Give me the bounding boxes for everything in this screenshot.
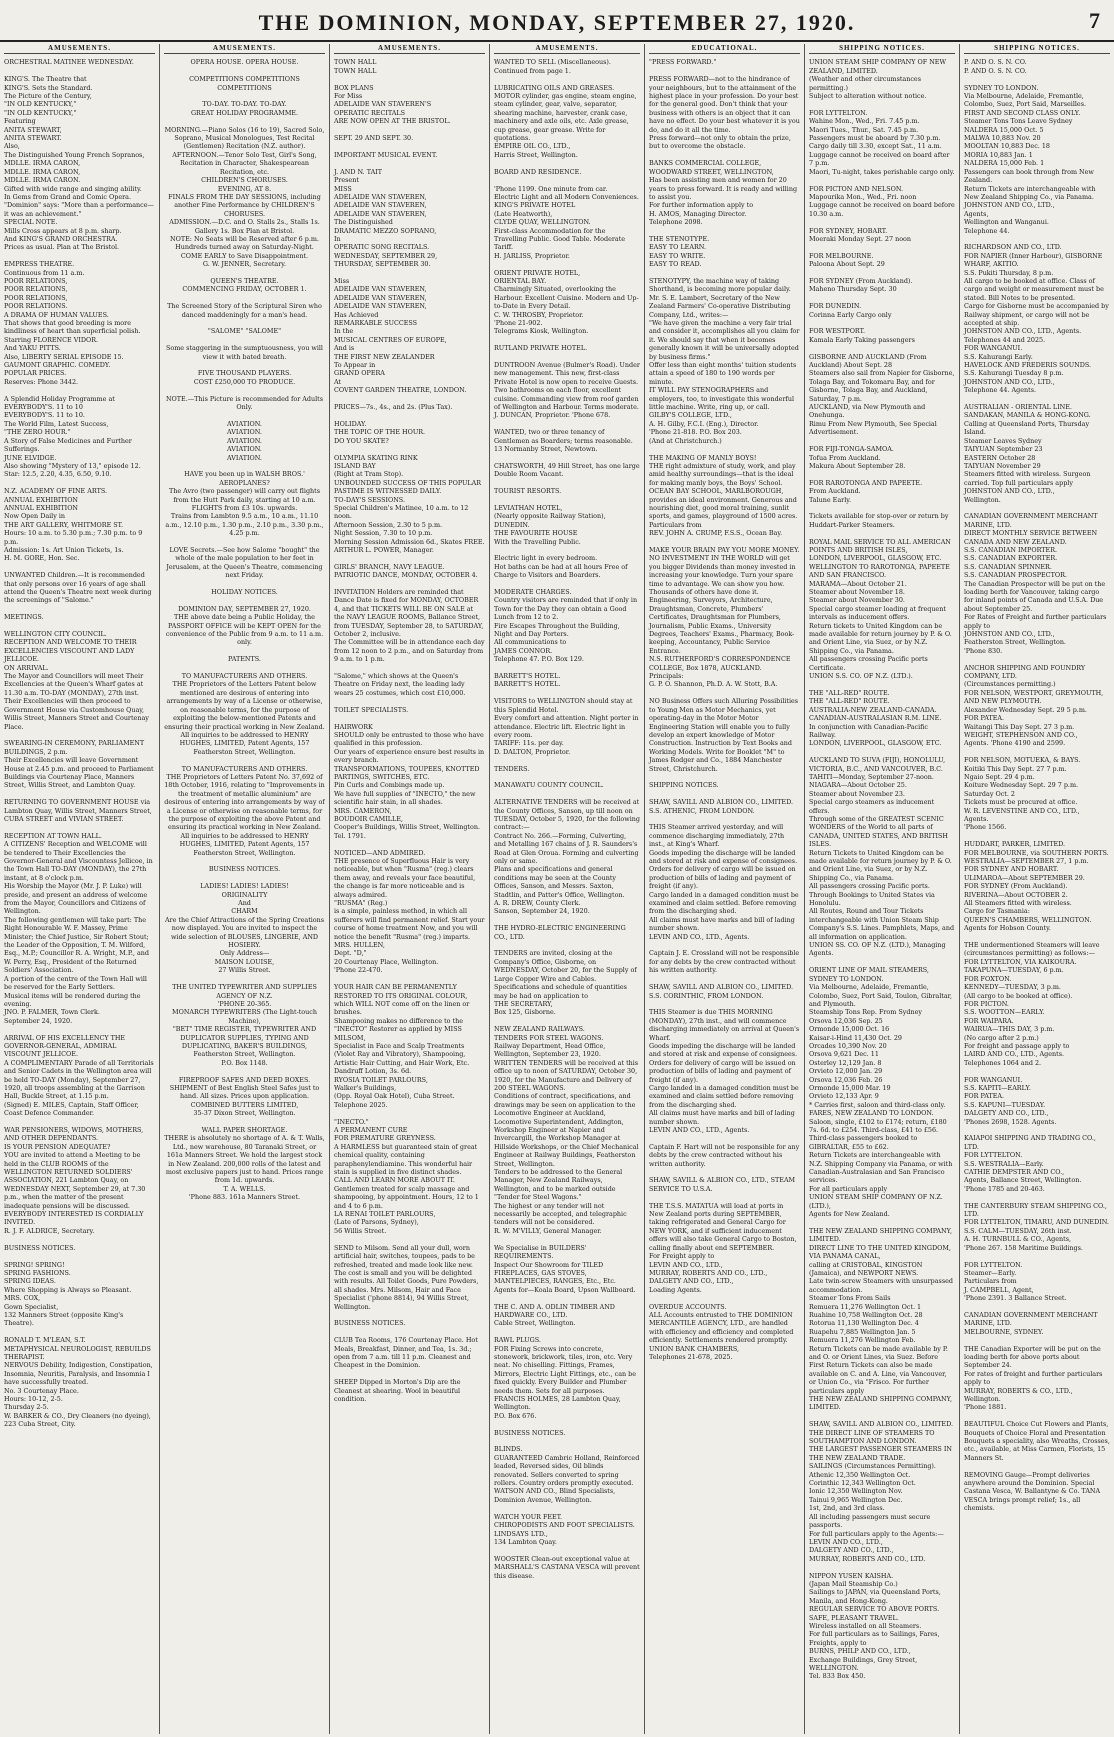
column-2 (160, 44, 330, 1734)
column-4 (490, 44, 645, 1734)
column-heading: AMUSEMENTS. (4, 44, 155, 54)
column-heading: SHIPPING NOTICES. (964, 44, 1110, 54)
column-heading: EDUCATIONAL. (649, 44, 800, 54)
column-text: WANTED TO SELL (Miscellaneous). Continued from page 1. LUBRICATING OILS AND GREASES. MOTOR cylinder, gas engine, steam engine, steam cylinder, gear, valve, separator, shearing machine, harvester, crank case, machinery and axle oils, etc. Axle grease, cup grease, gear grease. Write for quotations. EMPIRE OIL CO., LTD., Harris Street, Wellington. BOARD AND RESIDENCE. 'Phone 1199. One minute from car. Electric Light and all Modern Conveniences. KING'S PRIVATE HOTEL (Late Heatworth), CLYDE QUAY, WELLINGTON. First-class Accommodation for the Travelling Public. Good Table. Moderate Tariff. H. JARLISS, Proprietor. ORIENT PRIVATE HOTEL, ORIENTAL BAY. Charmingly Situated, overlooking the Harbour. Excellent Cuisine. Modern and Up-to-Date in Every Detail. C. W. THROSBY, Proprietor. 'Phone 21-902. Telegrams Kiosk, Wellington. RUTLAND PRIVATE HOTEL. DUNTROON Avenue (Bulmer's Road). Under new management. This new, first-class Private Hotel is now open to receive Guests. Two bathrooms on each floor, excellent cuisine. Commanding view from roof garden of Wellington and Harbour. Terms moderate. J. DUNCAN, Proprietor. 'Phone 678. WANTED, two or three tenancy of Gentlemen as Boarders; terms reasonable. 13 Normanby Street, Newtown. CHATSWORTH, 49 Hill Street, has one large Double Room Vacant. TOURIST RESORTS. LEVIATHAN HOTEL, (Nearly opposite Railway Station), DUNEDIN. THE FAVOURITE HOUSE With the Travelling Public. Electric light in every bedroom. Hot baths can be had at all hours Free of Charge to Visitors and Boarders. MODERATE CHARGES. Country visitors are reminded that if only in Town for the Day they can obtain a Good Lunch from 12 to 2. Fire Escapes Throughout the Building, Night and Day Porters. All communications to JAMES CONNOR. Telephone 47. P.O. Box 129. BARRETT'S HOTEL. BARRETT'S HOTEL. VISITORS to WELLINGTON should stay at this Splendid Hotel. Every comfort and attention. Night porter in attendance. Electric lift. Electric light in every room. TARIFF: 11s. per day. D. DALTON, Proprietor. TENDERS. MANAWATU COUNTY COUNCIL. ALTERNATIVE TENDERS will be received at the County Offices, Sanson, up till noon on TUESDAY, October 5, 1920, for the following contract:— Contract No. 266.—Forming, Culverting, and Metalling 167 chains of J. R. Saunders's Road at Glen Oroua. Forming and culverting only or same. Plans and specifications and general conditions may be seen at the County Offices, Sanson, and Messrs. Saxton, Stadtlin, and Patter's Office, Wellington. A. R. DREW, County Clerk. Sanson, September 24, 1920. THE HYDRO-ELECTRIC ENGINEERING CO., LTD. TENDERS are invited, closing at the Company's Office, Gisborne, on WEDNESDAY, October 20, for the Supply of Large Copper Wire and Cables. Specifications and schedule of quantities may be had on application to THE SECRETARY, Box 125, Gisborne. NEW ZEALAND RAILWAYS. TENDERS FOR STEEL WAGONS. Railway Department, Head Office, Wellington, September 23, 1920. WRITTEN TENDERS will be received at this office up to noon of SATURDAY, October 30, 1920, for the Manufacture and Delivery of 200 STEEL WAGONS. Conditions of contract, specifications, and drawings may be seen on application to the Locomotive Engineer at Auckland, Locomotive Superintendent, Addington, Workshop Engineer at Napier and Invercargill, the Workshop Manager at Hillside Workshops, or the Chief Mechanical Engineer at Railway Buildings, Featherston Street, Wellington. Tenders to be addressed to the General Manager, New Zealand Railways, Wellington, and to be marked outside "Tender for Steel Wagons." The highest or any tender will not necessarily be accepted, and telegraphic tenders will not be considered. R. W. M'VILLY, General Manager. We Specialise in BUILDERS' REQUIREMENTS. Inspect Our Showroom for TILED FIREPLACES, GAS STOVES, MANTELPIECES, RANGES, Etc., Etc. Agents for—Koala Board, Upson Wallboard. THE C. AND A. ODLIN TIMBER AND HARDWARE CO., LTD. Cable Street, Wellington. RAWL PLUGS. FOR Fixing Screws into concrete, stonework, brickwork, tiles, iron, etc. Very neat. No chiselling. Fittings, Frames, Mirrors, Electric Light Fittings, etc., can be fixed quickly. Every Builder and Plumber needs them. Sets for all purposes. FRANCIS HOLMES, 28 Lambton Quay, Wellington. P.O. Box 676. BUSINESS NOTICES. BLINDS. GUARANTEED Cambric Holland, Reinforced leaded, Reversed sides, Oil blinds renovated. Sellers converted to spring rollers. Country orders promptly executed. WATSON AND CO., Blind Specialists, Dominion Avenue, Wellington. WATCH YOUR FEET. CHIROPODISTS AND FOOT SPECIALISTS. LINDSAYS LTD., 134 Lambton Quay. WOOSTER Clean-out exceptional value at MARSHALL'S CASTANA VESCA will prevent this disease. (494, 58, 640, 1580)
column-text: UNION STEAM SHIP COMPANY OF NEW ZEALAND, LIMITED. (Weather and other circumstances permitting.) Subject to alteration without notice. FOR LYTTELTON. Wahine Mon., Wed., Fri. 7.45 p.m. Maori Tues., Thur., Sat. 7.45 p.m. Passengers must be aboard by 7.30 p.m. Cargo daily till 3.30, except Sat., 11 a.m. Luggage cannot be received on board after 7 p.m. Maori, Tu-night, takes perishable cargo only. FOR PICTON AND NELSON. Mapourika Mon., Wed., Fri. noon Luggage cannot be received on board before 10.30 a.m. FOR SYDNEY, HOBART. Moeraki Monday Sept. 27 noon FOR MELBOURNE. Paloona About Sept. 29 FOR SYDNEY (From Auckland). Maheno Thursday Sept. 30 FOR DUNEDIN. Corinna Early Cargo only FOR WESTPORT. Kamala Early Taking passengers GISBORNE AND AUCKLAND (From Auckland) About Sept. 28 Steamers also sail from Napier for Gisborne, Tolaga Bay, and Tokomaru Bay, and for Gisborne, Tolaga Bay, and Auckland, Saturday, 7 p.m. AUCKLAND, via New Plymouth and Onehunga. Rimu From New Plymouth, See Special Advertisement. FOR FIJI-TONGA-SAMOA. Tofua From Auckland. Makura About September 28. FOR RAROTONGA AND PAPEETE. From Auckland. Talune Early. Tickets available for stop-over or return by Huddart-Parker Steamers. ROYAL MAIL SERVICE TO ALL AMERICAN POINTS AND BRITISH ISLES, LONDON, LIVERPOOL, GLASGOW, ETC. WELLINGTON TO RAROTONGA, PAPEETE AND SAN FRANCISCO. MARAMA—About October 21. Steamer about November 18. Steamer about November 30. Special cargo steamer loading at frequent intervals as inducement offers. Return tickets to United Kingdom can be made available for return journey by P. & O. and Orient Line, via Suez, or by N.Z. Shipping Co., via Panama. All passengers crossing Pacific ports Certificate. UNION S.S. CO. OF N.Z. (LTD.). THE "ALL-RED" ROUTE. THE "ALL-RED" ROUTE. AUSTRALIA-NEW ZEALAND-CANADA. CANADIAN-AUSTRALASIAN R.M. LINE. In conjunction with Canadian-Pacific Railway. LONDON, LIVERPOOL, GLASGOW, ETC. AUCKLAND TO SUVA (FIJI), HONOLULU, VICTORIA, B.C., AND VANCOUVER, B.C. TAHITI—Monday, September 27-noon. NIAGARA—About October 25. Steamer about November 23. Special cargo steamers as inducement offers. Through some of the GREATEST SCENIC WONDERS of the World to all parts of CANADA, UNITED STATES, AND BRITISH ISLES. Return Tickets to United Kingdom can be made available for return journey by P. & O. and Orient Line, via Suez, or by N.Z. Shipping Co., via Panama. All passengers crossing Pacific ports. Through Bookings to United States via Honolulu. All Routes, Round and Tour Tickets interchangeable with Union Steam Ship Company's S.S. Lines. Pamphlets, Maps, and all information on application. UNION SS. CO. OF N.Z. (LTD.), Managing Agents. ORIENT LINE OF MAIL STEAMERS, SYDNEY TO LONDON. Via Melbourne, Adelaide, Fremantle, Colombo, Suez, Port Said, Toulon, Gibraltar, and Plymouth. Steamship Tons Rep. From Sydney Orsova 12,036 Sep. 25 Ormonde 15,000 Oct. 16 Kaisar-i-Hind 11,430 Oct. 29 Orcades 10,390 Nov. 20 Orsova 9,621 Dec. 11 Osterley 12,129 Jan. 8 Orvieto 12,000 Jan. 29 Orsova 12,036 Feb. 26 Ormonde 15,000 Mar. 19 Orvieto 12,133 Apr. 9 * Carries first, saloon and third-class only. FARES, NEW ZEALAND TO LONDON. Saloon, single, £102 to £174; return, £180 7s. 6d. to £254. Third-class, £41 to £56. Third-class passengers booked to GIBRALTAR, £55 to £62. Return Tickets are interchangeable with N.Z. Shipping Company via Panama, or with Canadian-Australasian and San Francisco services. For all particulars apply UNION STEAM SHIP COMPANY OF N.Z. (LTD.), Agents for New Zealand. THE NEW ZEALAND SHIPPING COMPANY, LIMITED. DIRECT LINE TO THE UNITED KINGDOM, VIA PANAMA CANAL, calling at CRISTOBAL, KINGSTON (Jamaica), and NEWPORT NEWS. Late twin-screw Steamers with unsurpassed accommodation. Steamer Tons From Sails Remuera 11,276 Wellington Oct. 1 Ruahine 10,758 Wellington Oct. 28 Rotorua 11,130 Wellington Dec. 4 Ruapehu 7,885 Wellington Jan. 5 Remuera 11,276 Wellington Feb. Return Tickets can be made available by P. and O. or Orient Lines, via Suez. Before First Return Tickets can also be made available on C. and A. Line, via Vancouver, or Union Co., via "Frisco. For further particulars apply THE NEW ZEALAND SHIPPING COMPANY, LIMITED. SHAW, SAVILL AND ALBION CO., LIMITED. THE DIRECT LINE OF STEAMERS TO SOUTHAMPTON AND LONDON. THE LARGEST PASSENGER STEAMERS IN THE NEW ZEALAND TRADE. SAILINGS (Circumstances Permitting). Athenic 12,350 Wellington Oct. Corinthic 12,343 Wellington Oct. Ionic 12,350 Wellington Nov. Tainui 9,965 Wellington Dec. 1st, 2nd, and 3rd class. All including passengers must secure passports. For full particulars apply to the Agents:— LEVIN AND CO., LTD., DALGETY AND CO., LTD., MURRAY, ROBERTS AND CO., LTD. NIPPON YUSEN KAISHA. (Japan Mail Steamship Co.) Sailings to JAPAN, via Queensland Ports, Manila, and Hong-Kong. REGULAR SERVICE TO ABOVE PORTS. SAFE, PLEASANT TRAVEL. Wireless installed on all Steamers. For full particulars as to Sailings, Fares, Freights, apply to BURNS, PHILP AND CO., LTD., Exchange Buildings, Grey Street, WELLINGTON. Tel. 833 Box 450. (809, 58, 955, 1681)
column-7 (960, 44, 1114, 1734)
masthead (0, 0, 1114, 42)
column-text: "PRESS FORWARD." PRESS FORWARD—not to the hindrance of your neighbours, but to the attainment of the highest place in your profession. Do your best for the general good. Don't think that your business with others is an object that it can have no effect. Do your best whatever it is you do, and do it all the time. Press forward—not only to obtain the prize, but to overcome the obstacle. BANKS COMMERCIAL COLLEGE, WOODWARD STREET, WELLINGTON, Has been assisting men and women for 20 years to press forward. It is ready and willing to assist you. For further information apply to H. AMOS, Managing Director. Telephone 2098. THE STENOTYPE. EASY TO LEARN. EASY TO WRITE. EASY TO READ. STENOTYPY, the machine way of taking Shorthand, is becoming more popular daily. Mr. S. E. Lambert, Secretary of the New Zealand Farmers' Co-operative Distributing Company, Ltd., writes:— "We have given the machine a very fair trial and consider it, accomplishes all you claim for it. We should say that when it becomes generally known it will be universally adopted by business firms." Offer less than eight months' tuition students attain a speed of 180 to 190 words per minute. IT WILL PAY STENOGRAPHERS and employers, too, to investigate this wonderful little machine. Write, ring up, or call. GILBY'S COLLEGE, LTD., A. H. Gilby, F.C.I. (Eng.), Director. 'Phone 21-818. P.O. Box 203. (And at Christchurch.) THE MAKING OF MANLY BOYS! THE right admixture of study, work, and play amid healthy surroundings—that is the ideal for making manly boys, the Boys' School. OCEAN BAY SCHOOL, MARLBOROUGH, provides an ideal environment. Generous and nourishing diet, good moral training, sunlit sports, and games, playground of 1500 acres. Particulars from REV. JOHN A. CRUMP, F.S.S., Ocean Bay. MAKE YOUR BRAIN PAY YOU MORE MONEY. NO INVESTMENT IN THE WORLD will get you bigger Dividends than money invested in increasing your knowledge. Turn your spare time to advantage. We can show you how. Thousands of others have done it. Engineering, Surveyors, Architecture, Draughtsman, Concrete, Plumbers' Certificates, Draughtsman for Plumbers, Journalism, Public Exams., University Degrees, Teachers' Exams., Pharmacy, Book-keeping, Accountancy, Public Service Entrance. N.S. RUTHERFORD'S CORRESPONDENCE COLLEGE, Box 1878, AUCKLAND. Principals: G. P. O. Shannon, Ph.D. A. W. Stott, B.A. NO Business Offers such Alluring Possibilities to Young Men as Motor Mechanics, yet operating-day in the Motor Motor Engineering Station will enable you to fully develop an expert knowledge of Motor Construction. Instruction by Text Books and Working Models. Write for Booklet "M" to James Rodger and Co., 1884 Manchester Street, Christchurch. SHIPPING NOTICES. SHAW, SAVILL AND ALBION CO., LIMITED. S.S. ATHENIC, FROM LONDON. THIS Steamer arrived yesterday, and will commence discharging immediately, 27th inst., at King's Wharf. Goods impeding the discharge will be landed and stored at risk and expense of consignees. Orders for delivery of cargo will be issued on production of bills of lading and payment of freight (if any). Cargo landed in a damaged condition must be examined and claim settled. Before removing from the discharging shed. All claims must have marks and bill of lading number shown. LEVIN AND CO., LTD., Agents. Captain J. E. Crossland will not be responsible for any debts by the crew contracted without his written authority. SHAW, SAVILL AND ALBION CO., LIMITED. S.S. CORINTHIC, FROM LONDON. THIS Steamer is due THIS MORNING (MONDAY), 27th inst., and will commence discharging immediately on arrival at Queen's Wharf. Goods impeding the discharge will be landed and stored at risk and expense of consignees. Orders for delivery of cargo will be issued on production of bills of lading and payment of freight (if any). Cargo landed in a damaged condition must be examined and claim settled before removing from the discharging shed. All claims must have marks and bill of lading number shown. LEVIN AND CO., LTD., Agents. Captain F. Hart will not be responsible for any debts by the crew contracted without his written authority. SHAW, SAVILL & ALBION CO., LTD., STEAM SERVICE TO U.S.A. THE T.S.S. MATATUA will load at ports in New Zealand ports during SEPTEMBER, taking refrigerated and General Cargo for NEW YORK, and if sufficient inducement offers will also take General Cargo to Boston, calling finally about end SEPTEMBER. For Freight apply to LEVIN AND CO., LTD., MURRAY, ROBERTS AND CO., LTD., DALGETY AND CO., LTD., Loading Agents. OVERDUE ACCOUNTS. ALL Accounts entrusted to THE DOMINION MERCANTILE AGENCY, LTD., are handled with efficiency and efficiency and completed efficiently. Settlements rendered promptly. UNION BANK CHAMBERS, Telephones 21-678, 2025. (649, 58, 800, 1361)
column-text: P. AND O. S. N. CO. P. AND O. S. N. CO. SYDNEY TO LONDON. Via Melbourne, Adelaide, Fremantle, Colombo, Suez, Port Said, Marseilles. FIRST AND SECOND CLASS ONLY. Steamer Tons Tons Leave Sydney NALDERA 15,000 Oct. 5 MALWA 10,883 Nov. 20 MOOLTAN 10,883 Dec. 18 MORIA 10,883 Jan. 1 NALDERA 15,000 Feb. 1 Passengers can book through from New Zealand. Return Tickets are interchangeable with New Zealand Shipping Co., via Panama. JOHNSTON AND CO., LTD., Agents, Wellington and Wanganui. Telephone 44. RICHARDSON AND CO., LTD. FOR NAPIER (Inner Harbour), GISBORNE WHARF, AKITIO. S.S. Pukiti Thursday, 8 p.m. All cargo to be booked at office. Class of cargo and weight or measurement must be stated. Bill Notes to be presented. Cargo for Gisborne must be accompanied by Railway shipment, or cargo will not be accepted at ship. JOHNSTON AND CO., LTD., Agents. Telephones 44 and 2025. FOR WANGANUI. S.S. Kahurangi Early. HAVELOCK AND FREDERIS SOUNDS. S.S. Kahurangi Tuesday 8 p.m. JOHNSTON AND CO., LTD., Telephone 44. Agents. AUSTRALIAN - ORIENTAL LINE. SANDAKAN, MANILA & HONG-KONG. Calling at Queensland Ports, Thursday Island. Steamer Leaves Sydney TAIYUAN September 23 EASTERN October 28 TAIYUAN November 29 Steamers fitted with wireless. Surgeon carried. Top full particulars apply JOHNSTON AND CO., LTD., Wellington. CANADIAN GOVERNMENT MERCHANT MARINE, LTD. DIRECT MONTHLY SERVICE BETWEEN CANADA AND NEW ZEALAND. S.S. CANADIAN IMPORTER. S.S. CANADIAN EXPORTER. S.S. CANADIAN SPINNER. S.S. CANADIAN PROSPECTOR. The Canadian Prospector will be put on the loading berth for Vancouver, taking cargo for inland points of Canada and U.S.A. Due about September 25. For Rates of Freight and further particulars apply to JOHNSTON AND CO., LTD., Featherston Street, Wellington. 'Phone 830. ANCHOR SHIPPING AND FOUNDRY COMPANY, LTD. (Circumstances permitting.) FOR NELSON, WESTPORT, GREYMOUTH, AND NEW PLYMOUTH. Alexander Wednesday Sept. 29 5 p.m. FOR PATEA. Waitangi This Day Sept. 27 3 p.m. WEIGHT, STEPHENSON AND CO., Agents. 'Phone 4190 and 2599. FOR NELSON, MOTUEKA, & BAYS. Koitiki This Day Sept. 27 7 p.m. Ngaio Sept. 29 4 p.m. Koiture Wednesday Sept. 29 7 p.m. Saturday Oct. 2 Tickets must be procured at office. W. R. LEVENSTINE AND CO., LTD., Agents. 'Phone 1566. HUDDART, PARKER, LIMITED. FOR MELBOURNE, via SOUTHERN PORTS. WESTRALIA—SEPTEMBER 27, 1 p.m. FOR SYDNEY AND HOBART. ULIMAROA—About SEPTEMBER 29. FOR SYDNEY (From Auckland). RIVERINA—About OCTOBER 2. All Steamers fitted with wireless. Cargo for Tasmania: QUEEN'S CHAMBERS, WELLINGTON. Agents for Hobson County. THE undermentioned Steamers will leave (circumstances permitting) as follows:— FOR LYTTELTON, VIA KAIKOURA. TAKAPUNA—TUESDAY, 6 p.m. FOR FOXTON. KENNEDY—TUESDAY, 3 p.m. (All cargo to be booked at office). FOR PICTON. S.S. WOOTTON—EARLY. FOR WAIPARA. WAIRUA—THIS DAY, 3 p.m. (No cargo after 2 p.m.) For freight and passage apply to LAIRD AND CO., LTD., Agents. Telephones 1064 and 2. FOR WANGANUI. S.S. KAPITI—EARLY. FOR PATEA. S.S. KAPUNI—TUESDAY. DALGETY AND CO., LTD., 'Phones 2698, 1528. Agents. KAIAPOI SHIPPING AND TRADING CO., LTD. FOR LYTTELTON. S.S. WESTRALIA—Early. CATHIE DEMPSTER AND CO., Agents, Ballance Street, Wellington. 'Phone 1785 and 20-463. THE CANTERBURY STEAM SHIPPING CO., LTD. FOR LYTTELTON, TIMARU, AND DUNEDIN. S.S. CALM—TUESDAY, 26th inst. A. H. TURNBULL & CO., Agents, 'Phone 267. 158 Maritime Buildings. FOR LYTTELTON. Steamer—Early. Particulars from J. CAMPBELL, Agent, 'Phone 2391. 3 Ballance Street. CANADIAN GOVERNMENT MERCHANT MARINE, LTD. MELBOURNE, SYDNEY. THE Canadian Exporter will be put on the loading berth for above ports about September 24. For rates of freight and further particulars apply to MURRAY, ROBERTS & CO., LTD., Wellington. 'Phone 1881. BEAUTIFUL Choice Cut Flowers and Plants, Bouquets of Choice Floral and Presentation Bouquets a speciality, also Wreaths, Crosses, etc., available, at Miss Carmen, Florists, 15 Manners St. REMOVING Gauge—Prompt deliveries anywhere around the Dominion. Special Castana Vesca, W. Ballantyne & Co. TANA VESCA brings prompt relief; 1s., all chemists. (964, 58, 1110, 1513)
column-heading: SHIPPING NOTICES. (809, 44, 955, 54)
page-number: 7 (1089, 8, 1100, 33)
column-text: ORCHESTRAL MATINEE WEDNESDAY. KING'S. The Theatre that KING'S. Sets the Standard. The Picture of the Century, "IN OLD KENTUCKY," "IN OLD KENTUCKY," Featuring ANITA STEWART, ANITA STEWART. Also, The Distinguished Young French Sopranos, MDLLE. IRMA CARON, MDLLE. IRMA CARON, MDLLE. IRMA CARON. Gifted with wide range and singing ability. In Gems from Grand and Comic Opera. "Dominion" says: "More than a performance—it was an achievement." SPECIAL NOTE. Mills Cross appears at 8 p.m. sharp. And KING'S GRAND ORCHESTRA. Prices as usual. Plan at The Bristol. EMPRESS THEATRE. Continuous from 11 a.m. POOR RELATIONS, POOR RELATIONS, POOR RELATIONS, POOR RELATIONS. A DRAMA OF HUMAN VALUES. That shows that good breeding is more kindliness of heart than superficial polish. Starring FLORENCE VIDOR. And YAKU PITTS. Also, LIBERTY SERIAL EPISODE 15. GAUMONT GRAPHIC. COMEDY. POPULAR PRICES. Reserves: Phone 3442. A Splendid Holiday Programme at EVERYBODY'S. 11 to 10 EVERYBODY'S. 11 to 10. The World Film, Latest Success, "THE ZERO HOUR." A Story of False Medicines and Further Sufferings. JUNE ELVIDGE. Also showing "Mystery of 13," episode 12. Star: 12.5, 2.20, 4.35, 6.50, 9.10. N.Z. ACADEMY OF FINE ARTS. ANNUAL EXHIBITION ANNUAL EXHIBITION Now Open Daily in THE ART GALLERY, WHITMORE ST. Hours: 10 a.m. to 5.30 p.m.; 7.30 p.m. to 9 p.m. Admission: 1s. Art Union Tickets, 1s. H. M. GORE, Hon. Sec. UNWANTED Children.—It is recommended that only persons over 16 years of age shall attend the Queen's Theatre next week during the screenings of "Salome." MEETINGS. WELLINGTON CITY COUNCIL. RECEPTION AND WELCOME TO THEIR EXCELLENCIES VISCOUNT AND LADY JELLICOE. ON ARRIVAL. The Mayor and Councillors will meet Their Excellencies at the Queen's Wharf gates at 11.30 a.m. TO-DAY (MONDAY), 27th inst. Their Excellencies will then proceed to Government House via Customhouse Quay, Willis Street, Manners Street and Courtenay Place. SWEARING-IN CEREMONY, PARLIAMENT BUILDINGS, 2 p.m. Their Excellencies will leave Government House at 2.45 p.m. and proceed to Parliament Buildings via Courtenay Place, Manners Street, Willis Street, and Lambton Quay. RETURNING TO GOVERNMENT HOUSE via Lambton Quay, Willis Street, Manners Street, CUBA STREET and VIVIAN STREET. RECEPTION AT TOWN HALL. A CITIZENS' Reception and WELCOME will be tendered to Their Excellencies the Governor-General and Viscountess Jellicoe, in the Town Hall TO-DAY (MONDAY), the 27th instant, at 8 o'clock p.m. His Worship the Mayor (Mr. J. P. Luke) will preside, and present an address of welcome from the Mayor, Councillors and Citizens of Wellington. The following gentlemen will take part: The Right Honourable W. F. Massey, Prime Minister; the Chief Justice, Sir Robert Stout; the Leader of the Opposition, T. M. Wilford, Esq., M.P.; Councillor R. A. Wright, M.P., and W. Perry, Esq., President of the Returned Soldiers' Association. A portion of the centre of the Town Hall will be reserved for the Early Settlers. Musical items will be rendered during the evening. JNO. P. FALMER, Town Clerk. September 24, 1920. ARRIVAL OF HIS EXCELLENCY THE GOVERNOR-GENERAL, ADMIRAL VISCOUNT JELLICOE. A COMPLIMENTARY Parade of all Territorials and Senior Cadets in the Wellington area will be held TO-DAY (Monday), September 27, 1920, all troops assembling at the Garrison Hall, Buckle Street, at 1.15 p.m. (Signed) E. MILES, Captain, Staff Officer, Coast Defence Commander. WAR PENSIONERS, WIDOWS, MOTHERS, AND OTHER DEPENDANTS. IS YOUR PENSION ADEQUATE? YOU are invited to attend a Meeting to be held in the CLUB ROOMS of the WELLINGTON RETURNED SOLDIERS' ASSOCIATION, 221 Lambton Quay, on WEDNESDAY NEXT, September 29, at 7.30 p.m., when the matter of the present inadequate pensions will be discussed. EVERYBODY INTERESTED IS CORDIALLY INVITED. R. J. F. ALDRICE, Secretary. BUSINESS NOTICES. SPRING! SPRING! SPRING FASHIONS. SPRING IDEAS. Where Shopping is Always so Pleasant. MRS. COX, Gown Specialist, 132 Manners Street (opposite King's Theatre). RONALD T. M'LEAN, S.T. METAPHYSICAL NEUROLOGIST, REBUILDS THERAPIST. NERVOUS Debility, Indigestion, Constipation, Insomnia, Neuritis, Paralysis, and Insomnia I have successfully treated. No. 3 Courtenay Place. Hours: 10-12, 2-5. Thursday 2-5. W. BARKER & CO., Dry Cleaners (no dyeing), 223 Cuba Street, City. (4, 58, 154, 1429)
newspaper-title: THE DOMINION, MONDAY, SEPTEMBER 27, 1920. (258, 10, 856, 35)
column-text: TOWN HALL TOWN HALL BOX PLANS For Miss ADELAIDE VAN STAVEREN'S OPERATIC RECITALS ARE NOW OPEN AT THE BRISTOL. SEPT. 29 AND SEPT. 30. IMPORTANT MUSICAL EVENT. J. AND N. TAIT Present MISS ADELAIDE VAN STAVEREN, ADELAIDE VAN STAVEREN, ADELAIDE VAN STAVEREN, The Distinguished DRAMATIC MEZZO SOPRANO, In OPERATIC SONG RECITALS. WEDNESDAY, SEPTEMBER 29, THURSDAY, SEPTEMBER 30. Miss ADELAIDE VAN STAVEREN, ADELAIDE VAN STAVEREN, ADELAIDE VAN STAVEREN, Has Achieved REMARKABLE SUCCESS In the MUSICAL CENTRES OF EUROPE, And is THE FIRST NEW ZEALANDER To Appear in GRAND OPERA At COVENT GARDEN THEATRE, LONDON. PRICES—7s., 4s., and 2s. (Plus Tax). HOLIDAY. THE TOPIC OF THE HOUR. DO YOU SKATE? OLYMPIA SKATING RINK ISLAND BAY (Right at Tram Stop). UNBOUNDED SUCCESS OF THIS POPULAR PASTIME IS WITNESSED DAILY. TO-DAY'S SESSIONS. Special Children's Matinee, 10 a.m. to 12 noon. Afternoon Session, 2.30 to 5 p.m. Night Session, 7.30 to 10 p.m. Morning Session Admission 6d., Skates FREE. ARTHUR L. POWER, Manager. GIRLS' BRANCH, NAVY LEAGUE. PATRIOTIC DANCE, MONDAY, OCTOBER 4. INVITATION Holders are reminded that Dance Date is fixed for MONDAY, OCTOBER 4, and that TICKETS WILL BE ON SALE at the NAVY LEAGUE ROOMS, Ballance Street, from TUESDAY, September 28, to SATURDAY, October 2, inclusive. The Committee will be in attendance each day from 12 noon to 2 p.m., and on Saturday from 9 a.m. to 1 p.m. "Salome," which shows at the Queen's Theatre on Friday next, the leading lady wears 25 costumes, which cost £10,000. TOILET SPECIALISTS. HAIRWORK SHOULD only be entrusted to those who have qualified in this profession. Our years of experience ensure best results in every branch. TRANSFORMATIONS, TOUPEES, KNOTTED PARTINGS, SWITCHES, ETC. Pin Curls and Combings made up. We have full supplies of "INECTO," the new scientific hair stain, in all shades. MRS. CAMERON, BOUDOIR CAMILLE, Cooper's Buildings, Willis Street, Wellington. Tel. 1791. NOTICED—AND ADMIRED. THE presence of Superfluous Hair is very noticeable, but when "Rusma" (reg.) clears them away, and reveals your face beautiful, the change is far more noticeable and is always admired. "RUSMA" (Reg.) is a simple, painless method, in which all sufferers will find permanent relief. Start your course of home treatment Now, and you will notice the benefit "Rusma" (reg.) imparts. MRS. HULLEN, Dept. "D," 20 Courtenay Place, Wellington. 'Phone 22-470. YOUR HAIR CAN BE PERMANENTLY RESTORED TO ITS ORIGINAL COLOUR, which WILL NOT come off on the linen or brushes. Shampooing makes no difference to the "INECTO" Restorer as applied by MISS MILSOM, Specialist in Face and Scalp Treatments (Violet Ray and Vibratory), Shampooing, Artistic Hair Cutting, and Hair Work, Etc. Dandruff Lotion, 3s. 6d. RYOSIA TOILET PARLOURS, Walker's Buildings, (Opp. Royal Oak Hotel), Cuba Street. Telephone 2025. "INECTO." A PERMANENT CURE FOR PREMATURE GREYNESS. A HARMLESS but guaranteed stain of great chemical quality, containing paraphenylendiamine. This wonderful hair stain is supplied in five distinct shades. CALL AND LEARN MORE ABOUT IT. Gentlemen treated for scalp massage and shampooing, by appointment. Hours, 12 to 1 and 4 to 6 p.m. LA RENAI TOILET PARLOURS, (Late of Parsons, Sydney), 56 Willis Street. SEND to Milsom. Send all your dull, worn artificial hair, switches, toupees, pads to be refreshed, treated and made look like new. The cost is small and you will be delighted with results. All Toilet Goods, Pure Powders, all shades. Mrs. Milsom, Hair and Face Specialist ('phone 8814), 94 Willis Street, Wellington. BUSINESS NOTICES. CLUB Tea Rooms, 176 Courtenay Place. Hot Meals, Breakfast, Dinner, and Tea, 1s. 3d.; open from 7 a.m. till 11 p.m. Cleanest and Cheapest in the Dominion. SHEEP Dipped in Morton's Dip are the Cleanest at shearing. Wool in beautiful condition. (334, 58, 485, 1403)
column-heading: AMUSEMENTS. (334, 44, 485, 54)
column-text: OPERA HOUSE. OPERA HOUSE. COMPETITIONS COMPETITIONS COMPETITIONS TO-DAY. TO-DAY. TO-DAY. GREAT HOLIDAY PROGRAMME. MORNING.—Piano Solos (16 to 19), Sacred Solo, Soprano, Musical Monologues, Test Recital (Gentlemen) Recitation (N.Z. author). AFTERNOON.—Tenor Solo Test, Girl's Song, Recitation in Character, Shakespearean Recitation, etc. CHILDREN'S CHORUSES. EVENING, AT 8. FINALS FROM THE DAY SESSIONS, including another Fine Performance by CHILDREN'S CHORUSES. ADMISSION.—D.C. and O. Stalls 2s., Stalls 1s. Gallery 1s. Box Plan at Bristol. NOTE: No Seats will be Reserved after 6 p.m. Hundreds turned away on Saturday-Night. COME EARLY to Save Disappointment. G. W. JENNER, Secretary. QUEEN'S THEATRE. COMMENCING FRIDAY, OCTOBER 1. The Screened Story of the Scriptural Siren who danced maddeningly for a man's head. "SALOME" "SALOME" Some staggering in the sumptuousness, you will view it with bated breath. FIVE THOUSAND PLAYERS. COST £250,000 TO PRODUCE. NOTE.—This Picture is recommended for Adults Only. AVIATION. AVIATION. AVIATION. AVIATION. AVIATION. HAVE you been up in WALSH BROS.' AEROPLANES? The Avro (two passenger) will carry out flights from the Hutt Park daily, starting at 10 a.m. FLIGHTS from £3 10s. upwards. Trains from Lambton 9.5 a.m., 10 a.m., 11.10 a.m., 12.10 p.m., 1.30 p.m., 2.10 p.m., 3.30 p.m., 4.25 p.m. LOVE Secrets.—See how Salome "bought" the whole of the male population to her feet in Jerusalem, at the Queen's Theatre, commencing next Friday. HOLIDAY NOTICES. DOMINION DAY, SEPTEMBER 27, 1920. THE above date being a Public Holiday, the PASSPORT OFFICE will be KEPT OPEN for the convenience of the Public from 9 a.m. to 11 a.m. only. PATENTS. TO MANUFACTURERS AND OTHERS. THE Proprietors of the Letters Patent below mentioned are desirous of entering into arrangements by way of a License or otherwise, on reasonable terms, for the purpose of exploiting the below-mentioned Patents and ensuring their practical working in New Zealand. All inquiries to be addressed to HENRY HUGHES, LIMITED, Patent Agents, 157 Featherston Street, Wellington. TO MANUFACTURERS AND OTHERS. THE Proprietors of Letters Patent No. 37,692 of 18th October, 1916, relating to "Improvements in the treatment of metallic aluminium" are desirous of entering into arrangements by way of a License or otherwise on reasonable terms, for the purpose of exploiting the above Patent and ensuring its practical working in New Zealand. All inquiries to be addressed to HENRY HUGHES, LIMITED, Patent Agents, 157 Featherston Street, Wellington. BUSINESS NOTICES. LADIES! LADIES! LADIES! ORIGINALITY And CHARM Are the Chief Attractions of the Spring Creations now displayed. You are invited to inspect the wide selection of BLOUSES, LINGERIE, AND HOSIERY. Only Address— MAISON LOUISE, 27 Willis Street. THE UNITED TYPEWRITER AND SUPPLIES AGENCY OF N.Z. 'PHONE 20-365. MONARCH TYPEWRITERS (The Light-touch Machine), "BET" TIME REGISTER, TYPEWRITER AND DUPLICATOR SUPPLIES, TYPING AND DUPLICATING, BAKER'S BUILDINGS, Featherston Street, Wellington. P.O. Box 1148. FIREPROOF SAFES AND DEED BOXES. SHIPMENT of Best English Steel Safes just to hand. All sizes. Prices upon application. COMBINED BUTTERS LIMITED, 35-37 Dixon Street, Wellington. WALL PAPER SHORTAGE. THERE is absolutely no shortage of A. & T. Walls, Ltd., new warehouse, 80 Taranaki Street, or 161a Manners Street. We hold the largest stock in New Zealand. 200,000 rolls of the latest and most exclusive papers just to hand. Prices range from 1d. upwards. T. A. WELLS. 'Phone 883. 161a Manners Street. (164, 58, 325, 1202)
column-6 (805, 44, 960, 1734)
column-3 (330, 44, 490, 1734)
column-heading: AMUSEMENTS. (494, 44, 640, 54)
column-1 (0, 44, 160, 1734)
column-heading: AMUSEMENTS. (164, 44, 325, 54)
column-5 (645, 44, 805, 1734)
page-columns (0, 44, 1114, 1737)
